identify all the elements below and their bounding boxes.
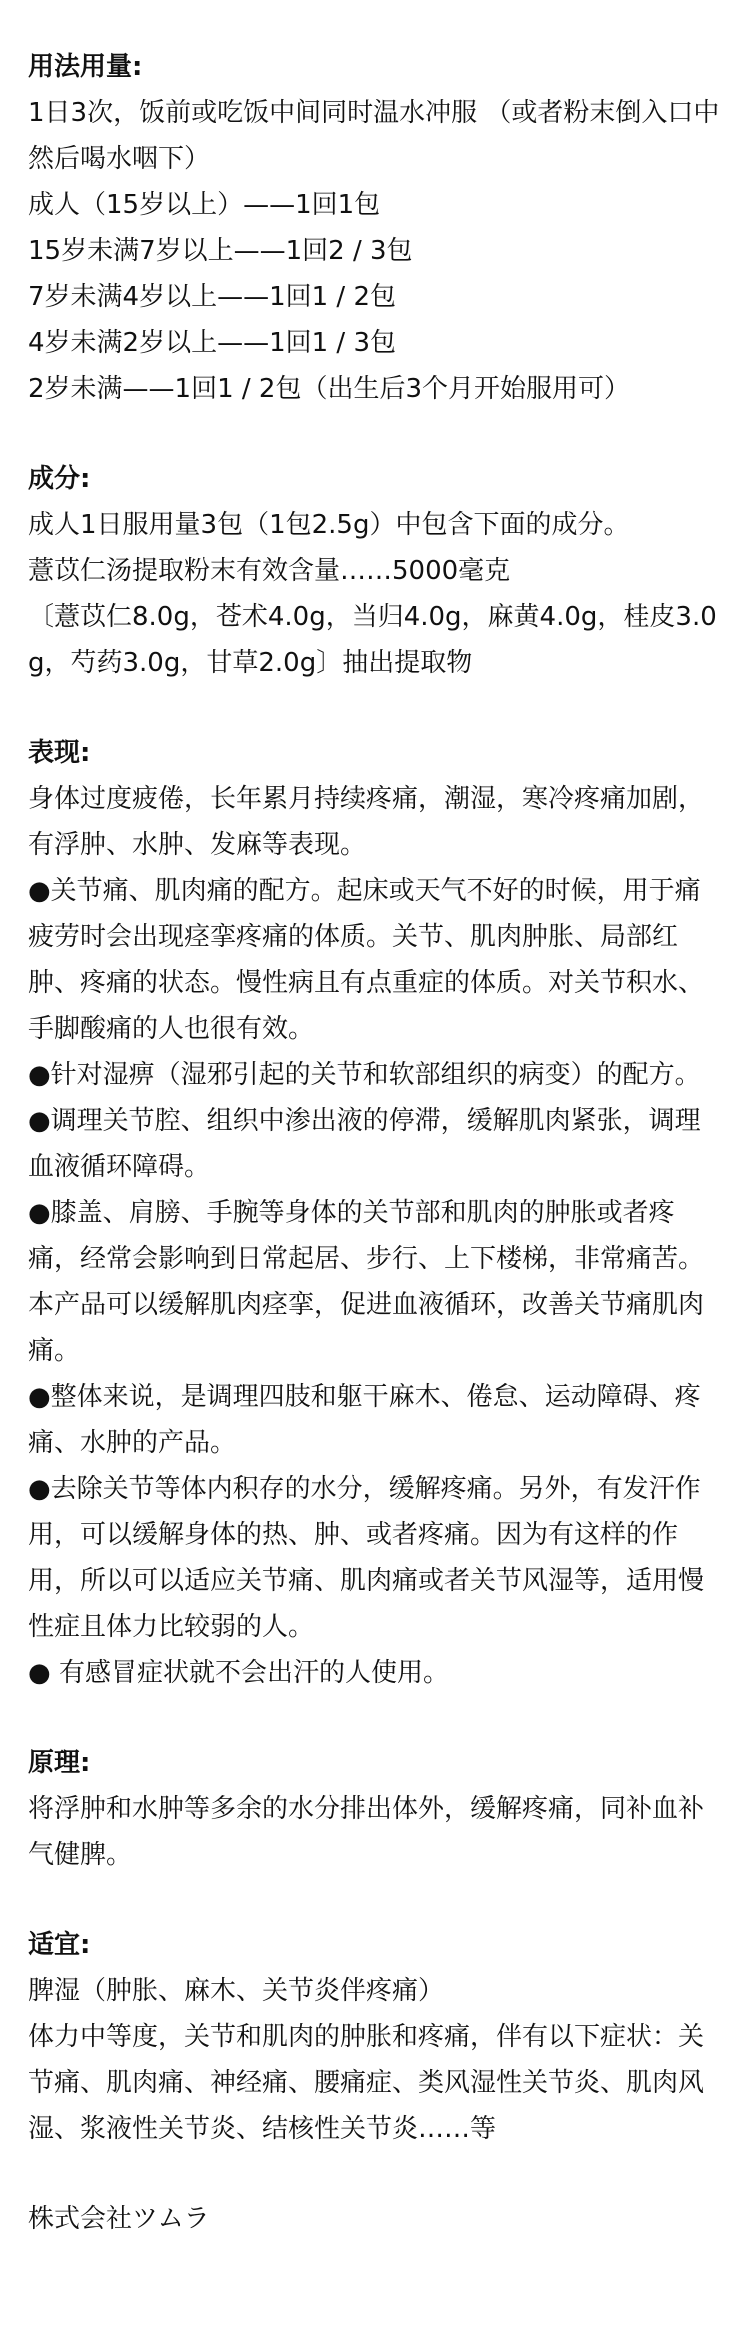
ingredients-line: 成人1日服用量3包（1包2.5g）中包含下面的成分。 [28,510,630,540]
company-name: 株式会社ツムラ [28,2204,210,2234]
symptoms-line: ●膝盖、肩膀、手腕等身体的关节部和肌肉的肿胀或者疼痛，经常会影响到日常起居、步行、上下楼梯，非常痛苦。本产品可以缓解肌肉痉挛，促进血液循环，改善关节痛肌肉痛。 [28,1198,705,1366]
symptoms-line: ●去除关节等体内积存的水分，缓解疼痛。另外，有发汗作用，可以缓解身体的热、肿、或者疼痛。因为有这样的作用，所以可以适应关节痛、肌肉痛或者关节风湿等，适用慢性症且体力比较弱的人。 [28,1474,705,1642]
usage-line: 15岁未满7岁以上——1回2 / 3包 [28,236,413,266]
indications-line: 脾湿（肿胀、麻木、关节炎伴疼痛） [28,1976,445,2006]
usage-line: 7岁未满4岁以上——1回1 / 2包 [28,282,396,312]
usage-heading: 用法用量: [28,52,143,82]
ingredients-line: 薏苡仁汤提取粉末有效含量……5000毫克 [28,556,511,586]
principle-line: 将浮肿和水肿等多余的水分排出体外，缓解疼痛，同补血补气健脾。 [28,1794,705,1870]
ingredients-section [28,456,726,686]
usage-line: 2岁未满——1回1 / 2包（出生后3个月开始服用可） [28,374,630,404]
usage-line: 1日3次，饭前或吃饭中间同时温水冲服 （或者粉末倒入口中然后喝水咽下） [28,98,720,174]
usage-line: 4岁未满2岁以上——1回1 / 3包 [28,328,396,358]
symptoms-heading: 表现: [28,738,91,768]
usage-section [28,44,726,412]
symptoms-line: 身体过度疲倦，长年累月持续疼痛，潮湿，寒冷疼痛加剧，有浮肿、水肿、发麻等表现。 [28,784,705,860]
symptoms-line: ●整体来说，是调理四肢和躯干麻木、倦怠、运动障碍、疼痛、水肿的产品。 [28,1382,701,1458]
symptoms-line: ● 有感冒症状就不会出汗的人使用。 [28,1658,449,1688]
indications-heading: 适宜: [28,1930,91,1960]
indications-line: 体力中等度，关节和肌肉的肿胀和疼痛，伴有以下症状：关节痛、肌肉痛、神经痛、腰痛症、类风湿性关节炎、肌肉风湿、浆液性关节炎、结核性关节炎……等 [28,2022,705,2144]
indications-section [28,1922,726,2152]
principle-section [28,1740,726,1878]
ingredients-heading: 成分: [28,464,91,494]
symptoms-line: ●关节痛、肌肉痛的配方。起床或天气不好的时候，用于痛疲劳时会出现痉挛疼痛的体质。关节、肌肉肿胀、局部红肿、疼痛的状态。慢性病且有点重症的体质。对关节积水、手脚酸痛的人也很有效。 [28,876,705,1044]
ingredients-line: 〔薏苡仁8.0g，苍术4.0g，当归4.0g，麻黄4.0g，桂皮3.0g，芍药3.0g，甘草2.0g〕抽出提取物 [28,602,717,678]
symptoms-line: ●调理关节腔、组织中渗出液的停滞，缓解肌肉紧张，调理血液循环障碍。 [28,1106,701,1182]
symptoms-section [28,730,726,1696]
principle-heading: 原理: [28,1748,91,1778]
symptoms-line: ●针对湿痹（湿邪引起的关节和软部组织的病变）的配方。 [28,1060,701,1090]
usage-line: 成人（15岁以上）——1回1包 [28,190,381,220]
